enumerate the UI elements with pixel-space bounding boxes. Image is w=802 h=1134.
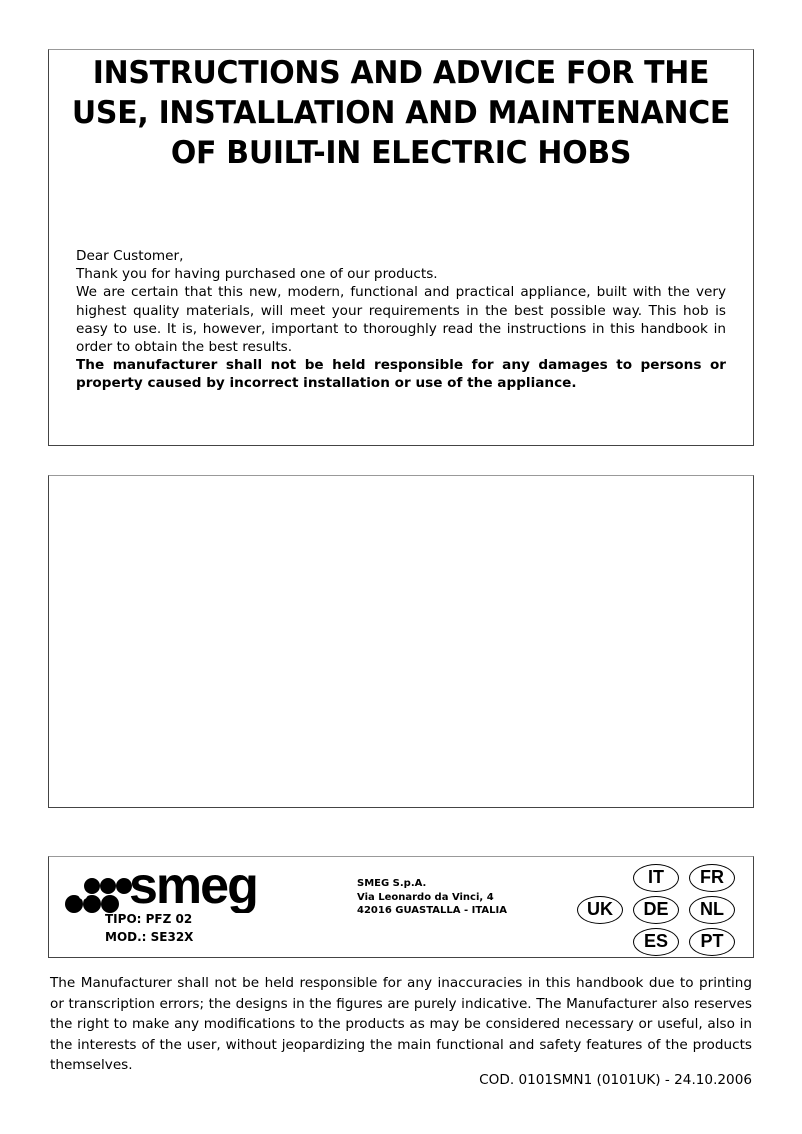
lang-badge-pt: PT bbox=[689, 928, 735, 956]
brand-text: smeg bbox=[129, 863, 257, 913]
language-badges bbox=[579, 861, 749, 955]
smeg-logo-icon bbox=[63, 863, 303, 913]
title-line-3: OF BUILT-IN ELECTRIC HOBS bbox=[170, 135, 632, 171]
liability-warning: The manufacturer shall not be held responsible for any damages to persons or property caused by incorrect installation or use of the appliance. bbox=[76, 357, 726, 392]
company-name: SMEG S.p.A. bbox=[357, 878, 427, 889]
lang-badge-fr: FR bbox=[689, 864, 735, 892]
lang-badge-it: IT bbox=[633, 864, 679, 892]
greeting: Dear Customer, bbox=[76, 248, 184, 264]
lang-badge-nl: NL bbox=[689, 896, 735, 924]
blank-box bbox=[48, 475, 754, 808]
model-info bbox=[105, 910, 193, 946]
intro-body: We are certain that this new, modern, functional and practical appliance, built with the very highest quality materials, will meet your requirements in the best possible way. This hob is easy to use. It is, however, important to thoroughly read the instructions in this handbook in order to obtain the best results. bbox=[76, 284, 726, 356]
title-line-1: INSTRUCTIONS AND ADVICE FOR THE bbox=[92, 55, 710, 91]
disclaimer-text: The Manufacturer shall not be held responsible for any inaccuracies in this handbook due to printing or transcription errors; the designs in the figures are purely indicative. The Manufacturer also reserves the right to make any modifications to the products as may be considered necessary or useful, also in the interests of the user, without jeopardizing the main functional and safety features of the products themselves. bbox=[50, 975, 752, 1073]
street-address: Via Leonardo da Vinci, 4 bbox=[357, 891, 494, 903]
title-box bbox=[48, 49, 754, 446]
tipo-text: TIPO: PFZ 02 bbox=[105, 912, 193, 926]
thanks-text: Thank you for having purchased one of our products. bbox=[76, 266, 438, 283]
document-title bbox=[67, 53, 736, 173]
title-line-2: USE, INSTALLATION AND MAINTENANCE bbox=[71, 95, 731, 131]
lang-badge-uk: UK bbox=[577, 896, 623, 924]
document-code: COD. 0101SMN1 (0101UK) - 24.10.2006 bbox=[479, 1072, 752, 1088]
company-address bbox=[357, 877, 507, 918]
lang-badge-de: DE bbox=[633, 896, 679, 924]
lang-badge-es: ES bbox=[633, 928, 679, 956]
product-label bbox=[48, 856, 754, 958]
intro-text bbox=[76, 247, 726, 393]
mod-text: MOD.: SE32X bbox=[105, 930, 194, 944]
city-address: 42016 GUASTALLA - ITALIA bbox=[357, 905, 507, 916]
